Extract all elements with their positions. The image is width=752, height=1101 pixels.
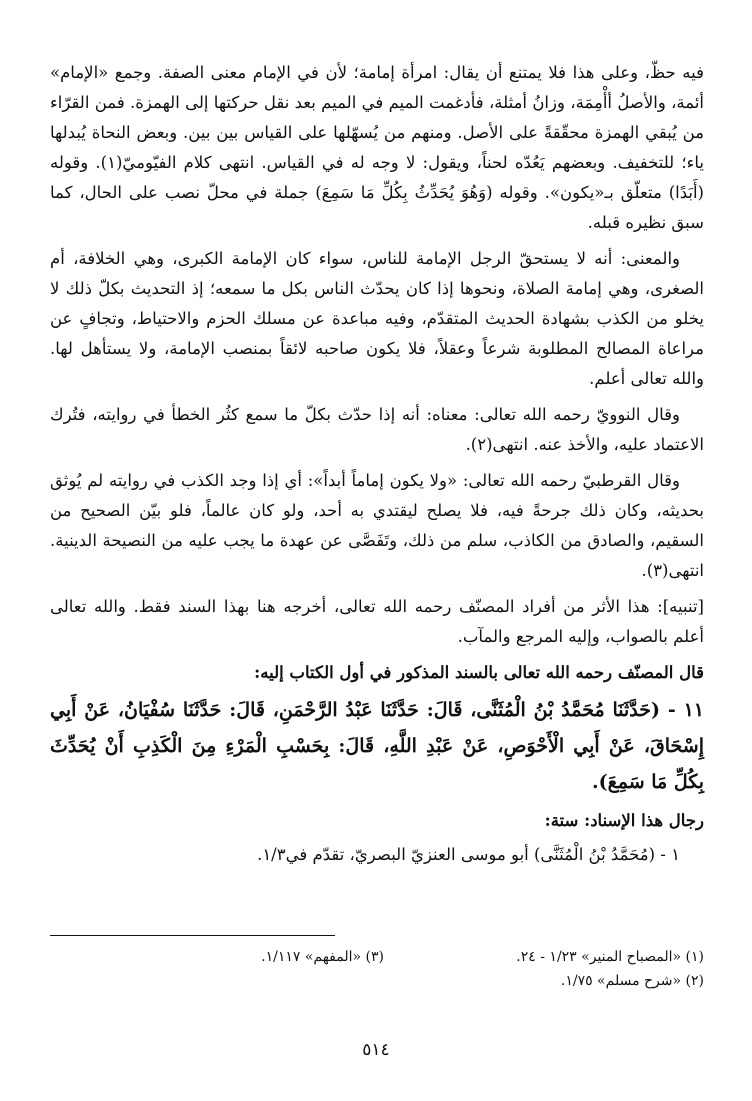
footnote-2: (٢) «شرح مسلم» ١/٧٥. xyxy=(560,973,704,989)
page-number: ٥١٤ xyxy=(362,1040,390,1060)
footnote-1: (١) «المصباح المنير» ١/٢٣ - ٢٤. xyxy=(516,949,704,965)
narrators-heading: رجال هذا الإسناد: ستة: xyxy=(544,811,704,830)
footnotes xyxy=(50,945,704,993)
paragraph-4: وقال القرطبيّ رحمه الله تعالى: «ولا يكون إماماً أبداً»: أي إذا وجد الكذب في روايته لم يُوثق بحديثه، وكان ذلك جرحةً فيه، فلا يصلح ليقتدي به أحد، ولو كان عالماً، فلو بيّن الصحيح من السقيم، والصادق من الكاذب، سلم من ذلك، وتَفَصَّى عن عهدة ما يجب عليه من النصيحة الدينية. انتهى(٣). xyxy=(50,471,704,580)
paragraph-2: والمعنى: أنه لا يستحقّ الرجل الإمامة للناس، سواء كان الإمامة الكبرى، وهي الخلافة، أم الصغرى، وهي إمامة الصلاة، ونحوها إذا كان يحدّث الناس بكل ما سمعه؛ إذ التحديث بكلّ ذلك لا يخلو من الكذب بشهادة الحديث المتقدّم، وفيه مباعدة عن مسلك الحزم والاحتياط، وتجافٍ عن مراعاة المصالح المطلوبة شرعاً وعقلاً، فلا يكون صاحبه لائقاً بمنصب الإمامة، ولا يستأهل لها. والله تعالى أعلم. xyxy=(50,249,704,388)
paragraph-1: فيه حظّ، وعلى هذا فلا يمتنع أن يقال: امرأة إمامة؛ لأن في الإمام معنى الصفة. وجمع «الإمام» أئمة، والأصلُ أأْمِمَة، وزانُ أمثلة، فأدغمت الميم في الميم بعد نقل حركتها إلى الهمزة. فمن القرّاء من يُبقي الهمزة محقّقةً على الأصل. ومنهم من يُسهّلها على القياس بين بين. وبعض النحاة يُبدلها ياء؛ للتخفيف. وبعضهم يَعُدّه لحناً، ويقول: لا وجه له في القياس. انتهى كلام الفيّوميّ(١). وقوله (أَبَدًا) متعلّق بـ«يكون». وقوله (وَهُوَ يُحَدِّثُ بِكُلِّ مَا سَمِعَ) جملة في محلّ نصب على الحال، كما سبق نظيره قبله. xyxy=(50,63,705,232)
chain-intro: قال المصنّف رحمه الله تعالى بالسند المذكور في أول الكتاب إليه: xyxy=(254,663,704,682)
footnote-row xyxy=(50,969,704,993)
paragraph-3: وقال النوويّ رحمه الله تعالى: معناه: أنه إذا حدّث بكلّ ما سمع كثُر الخطأ في روايته، فتُرك الاعتماد عليه، والأخذ عنه. انتهى(٢). xyxy=(50,405,704,454)
footnote-row xyxy=(50,945,704,969)
narrator-entry: ١ - (مُحَمَّدُ بْنُ الْمُثَنَّى) أبو موسى العنزيّ البصريّ، تقدّم في١/٣. xyxy=(257,845,680,864)
footnote-divider xyxy=(50,935,335,936)
footnote-3: (٣) «المفهم» ١/١١٧. xyxy=(261,949,384,965)
hadith-text: ١١ - (حَدَّثَنَا مُحَمَّدُ بْنُ الْمُثَنَّى، قَالَ: حَدَّثَنَا عَبْدُ الرَّحْمَنِ، قَالَ: حَدَّثَنَا سُفْيَانُ، عَنْ أَبِي إِسْحَاقَ، عَنْ أَبِي الْأَحْوَصِ، عَنْ عَبْدِ اللَّهِ، قَالَ: بِحَسْبِ الْمَرْءِ مِنَ الْكَذِبِ أَنْ يُحَدِّثَ بِكُلِّ مَا سَمِعَ). xyxy=(50,699,704,793)
paragraph-note: [تنبيه]: هذا الأثر من أفراد المصنّف رحمه الله تعالى، أخرجه هنا بهذا السند فقط. والله تعالى أعلم بالصواب، وإليه المرجع والمآب. xyxy=(50,597,704,646)
